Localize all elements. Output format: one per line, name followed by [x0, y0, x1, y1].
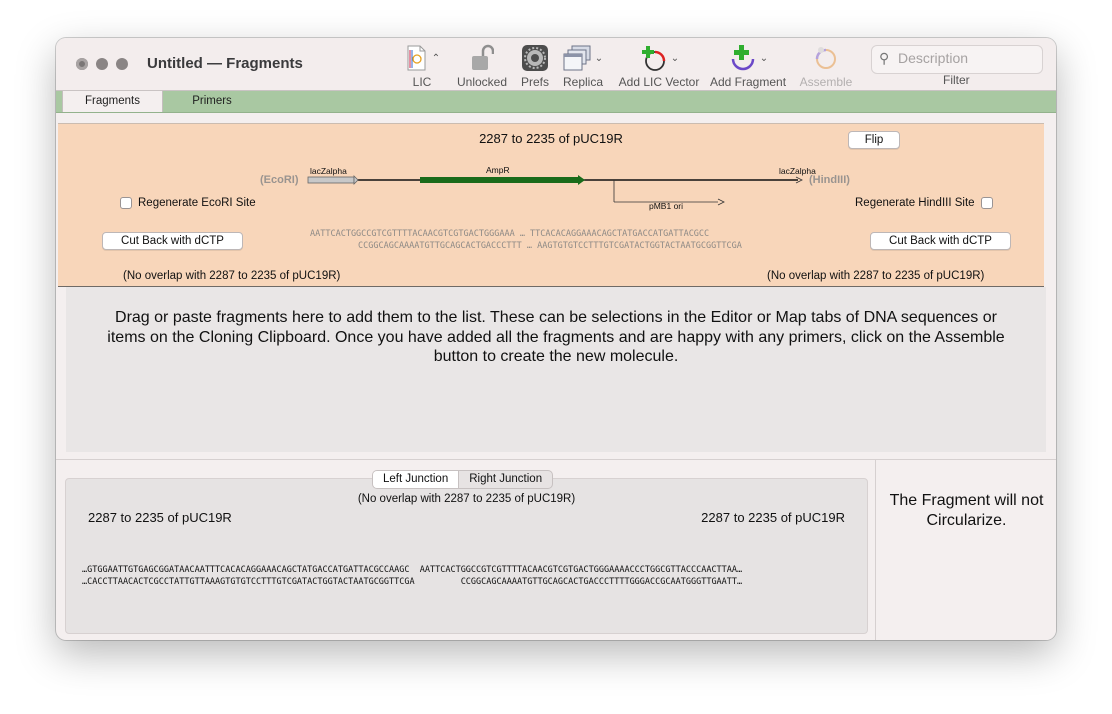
unlocked-button[interactable] [453, 43, 511, 89]
ampr-arrowhead [578, 175, 585, 185]
add-lic-vector-button[interactable] [617, 43, 701, 89]
junction-left-fragment-name: 2287 to 2235 of pUC19R [88, 510, 232, 525]
vector-sequence-bottom: CCGGCAGCAAAATGTTGCAGCACTGACCCTTT … AAGTGTGTCCTTTGTCGATACTGGTACTAATGCGGTTCGA [358, 241, 742, 251]
add-fragment-label: Add Fragment [710, 75, 787, 89]
lacz-left-feature [308, 177, 354, 183]
window-title: Untitled — Fragments [147, 55, 303, 72]
flip-button[interactable]: Flip [848, 131, 900, 149]
regenerate-hindiii-row[interactable] [855, 197, 993, 209]
regenerate-hindiii-label: Regenerate HindIII Site [855, 197, 975, 209]
filter-label: Filter [943, 73, 970, 87]
junction-area [56, 459, 875, 640]
tab-primers[interactable]: Primers [192, 95, 232, 107]
vector-panel [58, 123, 1044, 287]
right-junction-tab[interactable]: Right Junction [469, 473, 543, 485]
cut-back-right-button[interactable]: Cut Back with dCTP [870, 232, 1011, 250]
chevron-down-icon: ⌄ [670, 52, 680, 64]
circularize-status: The Fragment will not Circularize. [889, 492, 1044, 529]
lic-label: LIC [412, 75, 432, 89]
gear-icon [521, 44, 549, 72]
junction-view [65, 478, 868, 634]
add-lic-vector-label: Add LIC Vector [618, 75, 700, 89]
drop-zone-message: Drag or paste fragments here to add them to the list. These can be selections in the Editor or Map tabs of DNA sequences or items on the Cloning Clipboard. Once you have added all the fragments and are happy with any primers, click on the Assemble button to create the new molecule. [107, 309, 1005, 365]
lacz-left-arrowhead [354, 176, 358, 184]
ori-arrowhead [718, 199, 724, 205]
replica-label: Replica [562, 75, 604, 89]
lic-menu-button[interactable] [402, 43, 442, 89]
titlebar [56, 38, 1056, 90]
fragment-drop-zone[interactable] [66, 287, 1046, 452]
junction-sequence-top: …GTGGAATTGTGAGCGGATAACAATTTCACACAGGAAACAGCTATGACCATGATTACGCCAAGC AATTCACTGGCCGTCGTTTTACAACGTCGTGACTGGGAAAACCCTGGCGTTACCCAACTTAA… [82, 565, 743, 575]
assemble-button[interactable] [798, 43, 854, 89]
zoom-window-button[interactable] [116, 58, 128, 70]
circularize-panel [875, 459, 1056, 640]
junction-segmented-control [372, 470, 553, 489]
regenerate-ecori-label: Regenerate EcoRI Site [138, 197, 256, 209]
main-window [56, 38, 1056, 640]
ampr-feature [420, 177, 578, 183]
prefs-label: Prefs [520, 75, 549, 89]
vector-sequence-top: AATTCACTGGCCGTCGTTTTACAACGTCGTGACTGGGAAA … TTCACACAGGAAACAGCTATGACCATGATTACGCC [310, 229, 710, 239]
vector-title: 2287 to 2235 of pUC19R [479, 131, 623, 146]
description-search-input[interactable] [896, 49, 1040, 67]
hindiii-site-label: (HindIII) [809, 174, 850, 186]
replica-button[interactable] [559, 43, 607, 89]
vector-map [298, 162, 818, 210]
pmb1-ori-label: pMB1 ori [649, 201, 684, 211]
lic-document-icon [404, 44, 430, 72]
replica-windows-icon [563, 44, 593, 72]
description-search-field[interactable] [871, 45, 1043, 74]
chevron-down-icon: ⌄ [594, 52, 604, 64]
junction-overlap-note: (No overlap with 2287 to 2235 of pUC19R) [357, 493, 576, 505]
lacz-left-label: lacZalpha [310, 166, 347, 176]
updown-chevron-icon: ⌃ [431, 52, 441, 64]
left-overlap-note: (No overlap with 2287 to 2235 of pUC19R) [123, 270, 341, 282]
chevron-down-icon: ⌄ [759, 52, 769, 64]
regenerate-ecori-checkbox[interactable] [120, 197, 132, 209]
close-window-button[interactable] [76, 58, 88, 70]
add-fragment-button[interactable] [710, 43, 786, 89]
unlocked-padlock-icon [470, 44, 494, 72]
add-fragment-icon [728, 44, 758, 72]
tab-fragments[interactable]: Fragments [62, 91, 163, 112]
add-vector-plasmid-icon [639, 44, 669, 72]
junction-sequence-bottom: …CACCTTAACACTCGCCTATTGTTAAAGTGTGTCCTTTGTCGATACTGGTACTAATGCGGTTCGA CCGGCAGCAAAATGTTGCAGCACTGACCCTTTTGGGACCGCAATGGGTTGAATT… [82, 577, 743, 587]
unlocked-label: Unlocked [456, 75, 508, 89]
assemble-label: Assemble [799, 75, 853, 89]
assemble-icon [811, 44, 841, 72]
cut-back-left-button[interactable]: Cut Back with dCTP [102, 232, 243, 250]
prefs-button[interactable] [516, 43, 554, 89]
ecori-site-label: (EcoRI) [260, 174, 299, 186]
tab-bar [56, 90, 1056, 113]
left-junction-tab[interactable]: Left Junction [373, 471, 459, 488]
search-icon: ⚲ [879, 50, 890, 66]
lacz-right-label: lacZalpha [779, 166, 816, 176]
junction-right-fragment-name: 2287 to 2235 of pUC19R [701, 510, 845, 525]
regenerate-hindiii-checkbox[interactable] [981, 197, 993, 209]
regenerate-ecori-row[interactable] [120, 197, 256, 209]
ampr-label: AmpR [486, 165, 510, 175]
minimize-window-button[interactable] [96, 58, 108, 70]
right-overlap-note: (No overlap with 2287 to 2235 of pUC19R) [767, 270, 985, 282]
